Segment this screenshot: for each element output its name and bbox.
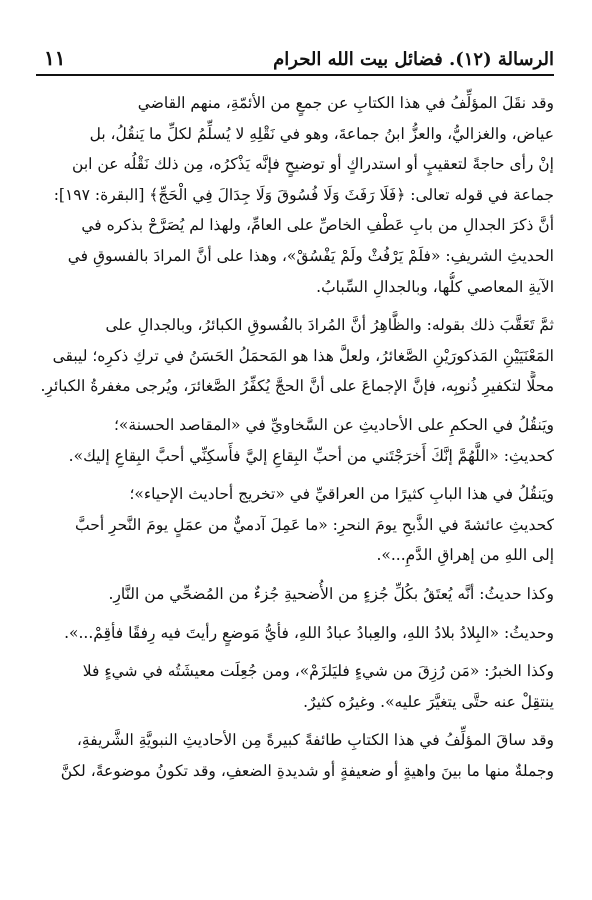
text-line: ثمَّ تَعَقَّبَ ذلك بقوله: والظَّاهِرُ أنَّ المُرادَ بالفُسوقِ الكبائرُ، وبالجدالِ على bbox=[105, 316, 554, 335]
paragraph bbox=[36, 479, 554, 571]
text-line: وقد ساقَ المؤلِّفُ في هذا الكتابِ طائفةً كبيرةً مِن الأحاديثِ النبويَّةِ الشَّريفةِ، bbox=[76, 731, 554, 750]
paragraph bbox=[36, 656, 554, 717]
text-line: عياض، والغزاليُّ، والعزُّ ابنُ جماعةَ، وهو في نَقْلِهِ لا يُسلِّمُ لكلِّ ما يَنقُلُ، بل bbox=[89, 124, 554, 143]
text-line: أنَّ ذكرَ الجدالِ من بابِ عَطْفِ الخاصِّ على العامِّ، ولهذا لم يُصَرَّحْ بذكره في bbox=[81, 216, 554, 235]
text-line: وكذا حديثُ: أنَّه يُعتَقُ بكُلِّ جُزءٍ من الأُضحيةِ جُزءٌ من المُضحِّي من النَّارِ. bbox=[108, 584, 554, 603]
paragraph bbox=[36, 579, 554, 610]
text-line: وجملةٌ منها ما بينَ واهيةٍ أو ضعيفةٍ أو شديدةِ الضعفِ، وقد تكونُ موضوعةً، لكنَّ bbox=[60, 761, 554, 780]
text-line: وكذا الخبرُ: «مَن رُزِقَ من شيءٍ فليَلزَمْ»، ومن جُعِلَت معيشَتُه في شيءٍ فلا bbox=[82, 662, 554, 681]
text-line: إنْ رأى حاجةً لتعقيبٍ أو استدراكٍ أو توضيحٍ فإنَّه يَذْكرُه، مِن ذلك نَقْلُه عن ابن bbox=[72, 155, 554, 174]
text-line: ويَنقُلُ في هذا البابِ كثيرًا من العراقيِّ في «تخريج أحاديث الإحياء»؛ bbox=[129, 485, 554, 504]
text-line: كحديثِ عائشةَ في الذَّبحِ يومَ النحرِ: «ما عَمِلَ آدميٌّ من عمَلٍ يومَ النَّحرِ أحبَّ bbox=[75, 515, 554, 534]
running-header bbox=[36, 0, 554, 76]
page-body bbox=[36, 76, 554, 786]
header-title: الرسالة (١٢). فضائل بيت الله الحرام bbox=[273, 49, 554, 70]
paragraph bbox=[36, 310, 554, 402]
text-line: الحديثِ الشريفِ: «فلَمْ يَرْفُثْ ولَمْ يَفْسُقْ»، وهذا على أنَّ المرادَ بالفسوقِ في bbox=[67, 246, 554, 265]
text-line: وقد نقَلَ المؤلِّفُ في هذا الكتابِ عن جمعٍ من الأئمّةِ، منهم القاضي bbox=[137, 94, 554, 112]
text-line: وحديثُ: «البِلادُ بلادُ اللهِ، والعِبادُ عبادُ اللهِ، فأيُّ مَوضعٍ رأيتَ فيه رِفقًا فأقِمْ...». bbox=[64, 623, 554, 642]
text-line: الآيةِ المعاصي كلُّها، وبالجدالِ السِّبابُ. bbox=[316, 277, 554, 296]
paragraph bbox=[36, 618, 554, 649]
paragraph bbox=[36, 410, 554, 471]
text-line: محلًّا لتكفيرِ ذُنوبِه، فإنَّ الإجماعَ على أنَّ الحجَّ يُكفِّرُ الصَّغائرَ، ويُرجى مغفرةُ الكبائرِ. bbox=[40, 377, 554, 396]
page-number: ١١ bbox=[44, 46, 66, 70]
text-line: ويَنقُلُ في الحكمِ على الأحاديثِ عن السَّخاويِّ في «المقاصد الحسنة»؛ bbox=[114, 415, 554, 434]
paragraph bbox=[36, 725, 554, 786]
text-line: إلى اللهِ من إهراقِ الدَّمِ...». bbox=[376, 546, 554, 565]
text-line: ينتقِلْ عنه حتَّى يتغيَّرَ عليه». وغيرُه كثيرٌ. bbox=[303, 692, 554, 711]
text-line: كحديثِ: «اللَّهُمَّ إنَّكَ أَخرَجْتَني من أحبِّ البِقاعِ إليَّ فأَسكِنِّي أحبَّ البِقاعِ إليك». bbox=[68, 446, 554, 465]
text-line: المَعْنَيَيْنِ المَذكورَيْنِ الصَّغائرُ، ولعلَّ هذا هو المَحمَلُ الحَسَنُ في تركِ ذكرِه؛ ليبقى bbox=[52, 346, 554, 365]
paragraph bbox=[36, 88, 554, 302]
text-line: جماعة في قوله تعالى: ﴿فَلَا رَفَثَ وَلَا فُسُوقَ وَلَا جِدَالَ فِي الْحَجِّ﴾ [البقرة: ١٩٧]: bbox=[53, 185, 554, 204]
